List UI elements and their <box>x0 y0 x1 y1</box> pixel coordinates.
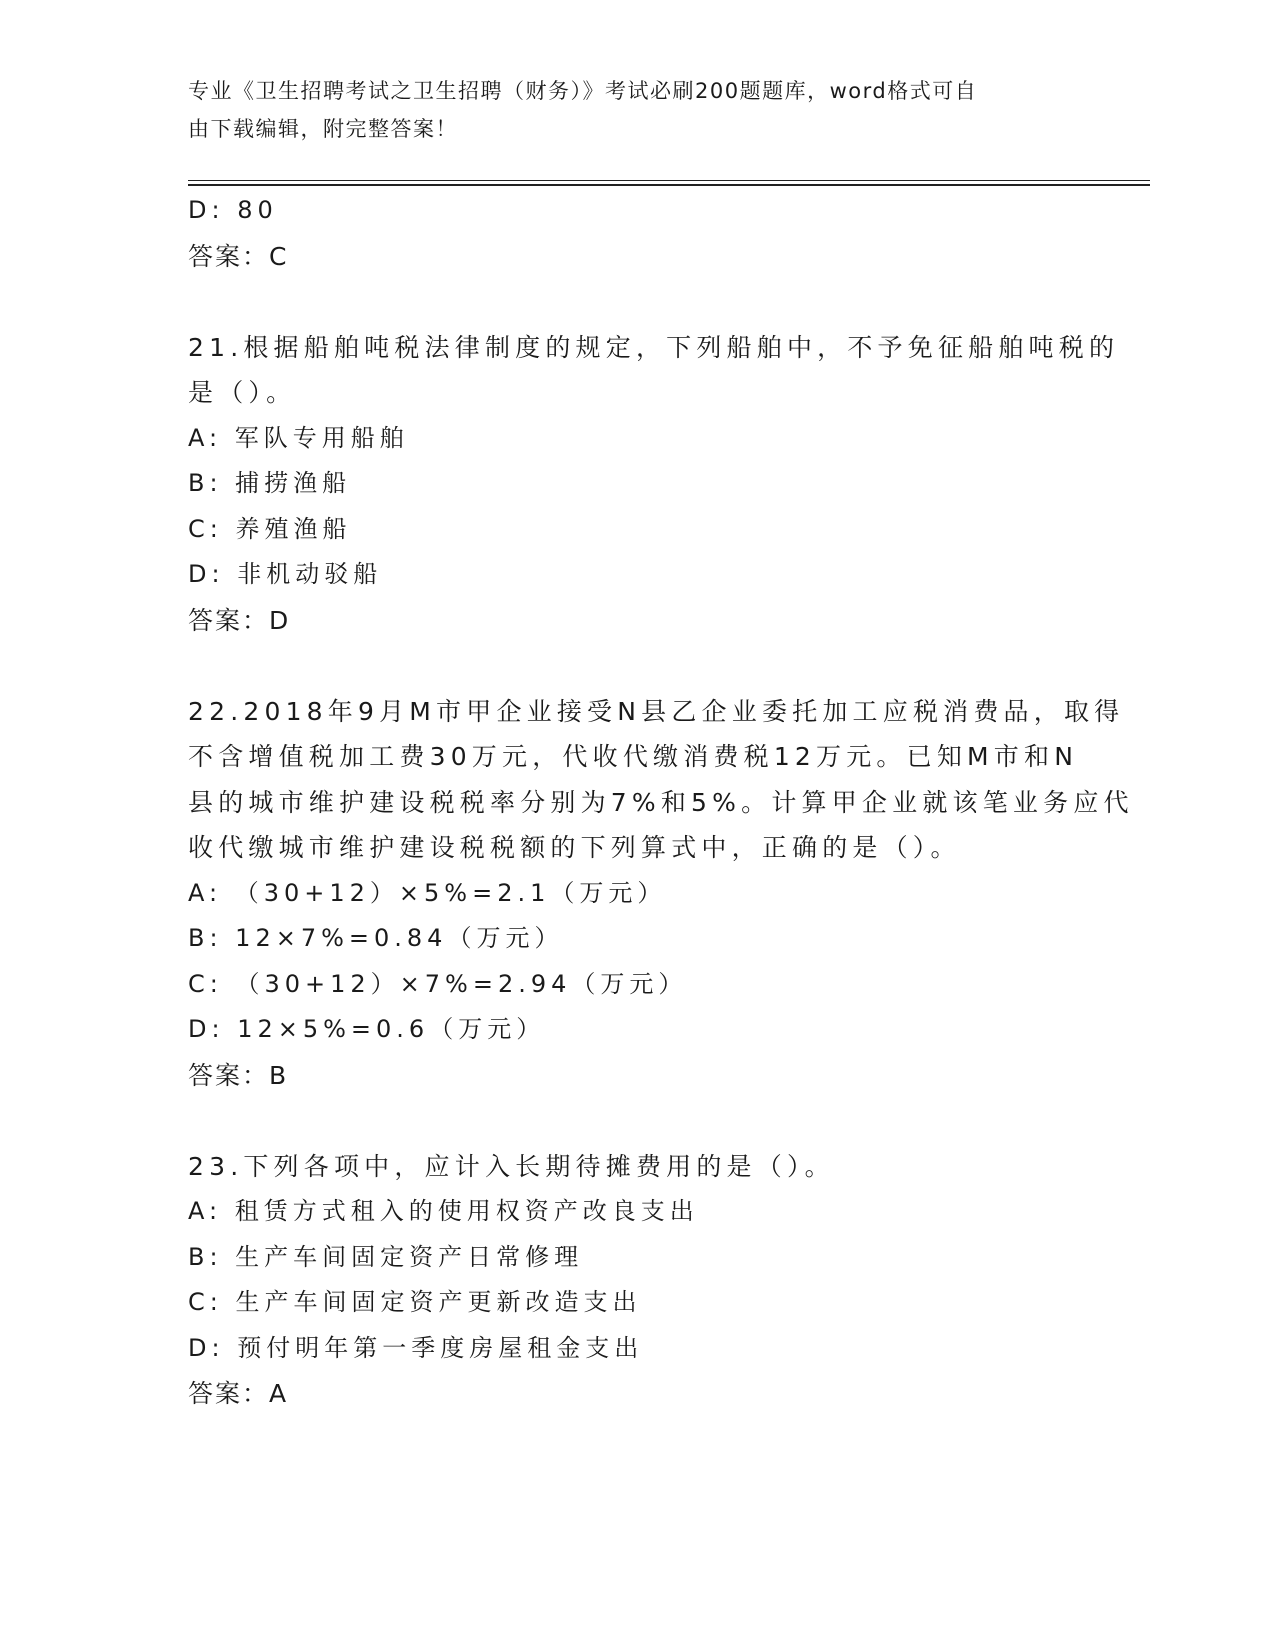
option-a: A: 租赁方式租入的使用权资产改良支出 <box>188 1197 699 1225</box>
question-stem-line: 21.根据船舶吨税法律制度的规定，下列船舶中，不予免征船舶吨税的 <box>188 332 1120 362</box>
answer: 答案：D <box>188 605 291 635</box>
option-c: C: （30+12）×7%=2.94（万元） <box>188 969 688 998</box>
header-line-1: 专业《卫生招聘考试之卫生招聘（财务）》考试必刷200题题库，word格式可自 <box>188 79 978 103</box>
answer: 答案：B <box>188 1060 289 1090</box>
question-23 <box>188 1144 1088 1417</box>
header-line-2: 由下载编辑，附完整答案！ <box>188 117 458 141</box>
question-stem-line: 收代缴城市维护建设税税额的下列算式中，正确的是（）。 <box>188 833 961 862</box>
option-d: D: 12×5%=0.6（万元） <box>188 1015 546 1043</box>
question-stem-line: 县的城市维护建设税税率分别为7%和5%。计算甲企业就该笔业务应代 <box>188 787 1134 817</box>
option-b: B: 12×7%=0.84（万元） <box>188 924 564 952</box>
question-stem-line: 22.2018年9月M市甲企业接受N县乙企业委托加工应税消费品，取得 <box>188 696 1125 726</box>
option-c: C: 养殖渔船 <box>188 514 352 543</box>
option-c: C: 生产车间固定资产更新改造支出 <box>188 1288 642 1316</box>
prev-option-d: D: 80 <box>188 196 278 224</box>
option-b: B: 生产车间固定资产日常修理 <box>188 1242 584 1271</box>
document-body <box>188 188 1134 1417</box>
question-22 <box>188 689 1134 1099</box>
option-a: A: （30+12）×5%=2.1（万元） <box>188 878 667 907</box>
answer: 答案：A <box>188 1379 289 1408</box>
header-divider <box>188 180 1150 186</box>
question-stem-line: 是（）。 <box>188 378 297 407</box>
question-stem-line: 23.下列各项中，应计入长期待摊费用的是（）。 <box>188 1151 835 1181</box>
question-stem-line: 不含增值税加工费30万元，代收代缴消费税12万元。已知M市和N <box>188 742 1079 771</box>
page-header <box>188 72 1068 148</box>
question-21 <box>188 325 1120 644</box>
option-d: D: 预付明年第一季度房屋租金支出 <box>188 1333 644 1362</box>
prev-answer: 答案：C <box>188 241 289 271</box>
option-d: D: 非机动驳船 <box>188 560 383 588</box>
option-a: A: 军队专用船舶 <box>188 423 409 452</box>
option-b: B: 捕捞渔船 <box>188 469 352 497</box>
